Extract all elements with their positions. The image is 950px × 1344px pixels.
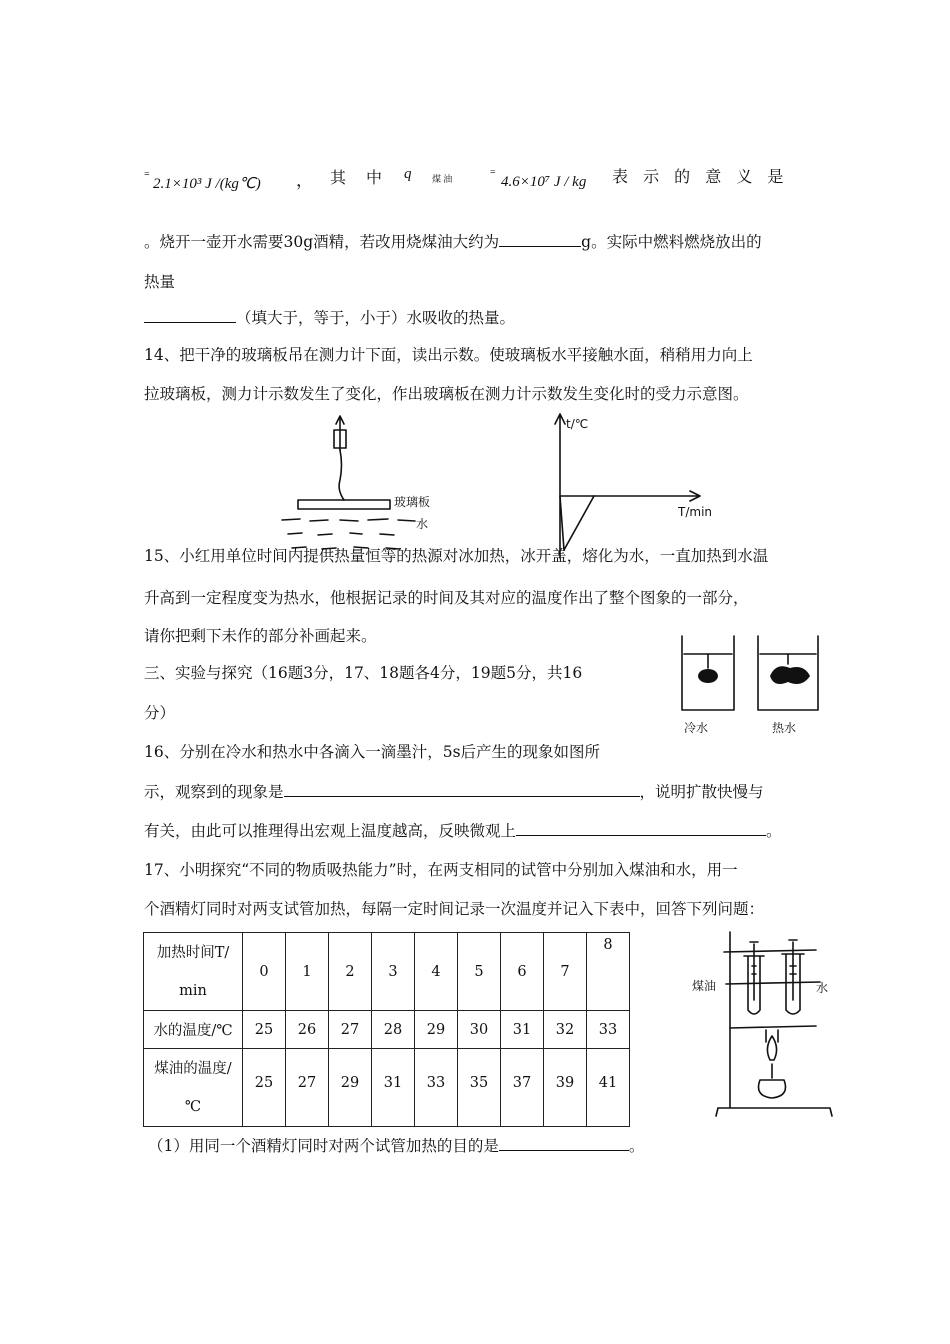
table-cell: 29 — [329, 1049, 372, 1127]
table-cell: 26 — [286, 1011, 329, 1049]
hot-water-label: 热水 — [772, 721, 797, 735]
heating-data-table — [143, 932, 630, 1127]
row-header-water: 水的温度/℃ — [144, 1011, 243, 1049]
table-cell: 41 — [587, 1049, 630, 1127]
q15-line3: 请你把剩下未作的部分补画起来。 — [144, 627, 377, 645]
q14-line1: 14、把干净的玻璃板吊在测力计下面，读出示数。使玻璃板水平接触水面，稍稍用力向上 — [144, 346, 753, 364]
answer-blank-phenomenon[interactable] — [284, 780, 640, 797]
table-cell: 3 — [372, 933, 415, 1011]
table-row — [144, 933, 630, 1011]
kerosene-subscript: 煤 油 — [432, 174, 453, 184]
q14-line2: 拉玻璃板，测力计示数发生了变化，作出玻璃板在测力计示数发生变化时的受力示意图。 — [144, 385, 749, 403]
glass-plate-icon — [298, 500, 390, 509]
table-row — [144, 1011, 630, 1049]
table-cell: 1 — [286, 933, 329, 1011]
q15-line2: 升高到一定程度变为热水，他根据记录的时间及其对应的温度作出了整个图象的一部分， — [144, 589, 749, 607]
section3-line2: 分） — [144, 704, 176, 722]
meaning-label: 表 示 的 意 义 是 — [612, 167, 784, 186]
q13-line4: （填大于，等于，小于）水吸收的热量。 — [144, 306, 515, 329]
word-zhong: 中 — [366, 168, 383, 187]
equals-sign: = — [144, 169, 150, 180]
alcohol-lamp-icon — [759, 1064, 786, 1098]
temperature-time-graph — [530, 410, 730, 560]
table-cell: 39 — [544, 1049, 587, 1127]
word-qi: 其 — [330, 168, 347, 187]
x-axis — [560, 491, 700, 501]
comma: ， — [296, 171, 313, 190]
q16-line3: 有关，由此可以推理得出宏观上温度越高，反映微观上 。 — [144, 819, 782, 842]
specific-heat-value: 2.1×10³ J /(kg℃) — [153, 176, 261, 192]
glass-plate-figure — [270, 410, 450, 560]
row-header-kerosene: 煤油的温度/ ℃ — [144, 1049, 243, 1127]
answer-blank-grams[interactable] — [499, 230, 581, 247]
table-cell: 7 — [544, 933, 587, 1011]
table-cell: 31 — [372, 1049, 415, 1127]
answer-blank-micro[interactable] — [516, 819, 766, 836]
ink-diffusion-beakers-figure — [672, 628, 832, 743]
heating-apparatus-figure — [690, 930, 850, 1120]
table-cell: 27 — [286, 1049, 329, 1127]
iron-stand-icon — [716, 932, 832, 1116]
table-cell: 33 — [415, 1049, 458, 1127]
y-axis-label: t/℃ — [566, 417, 589, 431]
cold-water-label: 冷水 — [684, 721, 709, 735]
table-cell: 25 — [243, 1049, 286, 1127]
equals-sign-2: = — [490, 167, 496, 178]
q17-line1: 17、小明探究“不同的物质吸热能力”时，在两支相同的试管中分别加入煤油和水，用一 — [144, 861, 738, 879]
table-cell: 2 — [329, 933, 372, 1011]
table-cell: 6 — [501, 933, 544, 1011]
q17-sub1: （1）用同一个酒精灯同时对两个试管加热的目的是 。 — [148, 1134, 644, 1157]
table-cell: 30 — [458, 1011, 501, 1049]
table-cell: 32 — [544, 1011, 587, 1049]
table-cell: 25 — [243, 1011, 286, 1049]
q16-line2: 示，观察到的现象是 ，说明扩散快慢与 — [144, 780, 764, 803]
q17-line2: 个酒精灯同时对两支试管加热，每隔一定时间记录一次温度并记入下表中，回答下列问题： — [144, 900, 765, 918]
q15-line1: 15、小红用单位时间内提供热量恒等的热源对冰加热，冰开盖，熔化为水，一直加热到水温 — [144, 547, 769, 565]
section3-line1: 三、实验与探究（16题3分，17、18题各4分，19题5分，共16 — [144, 664, 583, 682]
q13-line3: 热量 — [144, 273, 176, 291]
ink-drop-hot-icon — [770, 666, 810, 684]
table-cell: 5 — [458, 933, 501, 1011]
table-cell: 35 — [458, 1049, 501, 1127]
table-cell: 37 — [501, 1049, 544, 1127]
force-arrow-icon — [336, 416, 344, 450]
table-cell: 33 — [587, 1011, 630, 1049]
water-label: 水 — [816, 981, 829, 995]
answer-blank-purpose[interactable] — [499, 1134, 629, 1151]
flame-icon — [767, 1036, 776, 1060]
plotted-curve — [560, 496, 594, 550]
table-cell: 31 — [501, 1011, 544, 1049]
x-axis-label: T/min — [678, 505, 713, 519]
table-cell: 28 — [372, 1011, 415, 1049]
q-symbol: q — [404, 166, 412, 182]
water-label: 水 — [416, 517, 429, 531]
table-cell: 0 — [243, 933, 286, 1011]
glass-plate-label: 玻璃板 — [394, 495, 431, 509]
kerosene-label: 煤油 — [692, 979, 717, 993]
answer-blank-compare[interactable] — [144, 306, 236, 323]
q13-line2: 。烧开一壶开水需要30g酒精，若改用烧煤油大约为 g。实际中燃料燃烧放出的 — [144, 230, 762, 253]
ink-drop-cold-icon — [698, 669, 718, 683]
heat-value-kerosene: 4.6×10⁷ J / kg — [501, 174, 587, 190]
table-row — [144, 1049, 630, 1127]
q16-line1: 16、分别在冷水和热水中各滴入一滴墨汁，5s后产生的现象如图所 — [144, 743, 601, 761]
row-header-time: 加热时间T/ min — [144, 933, 243, 1011]
table-cell: 27 — [329, 1011, 372, 1049]
table-cell: 4 — [415, 933, 458, 1011]
table-cell: 8 — [587, 933, 630, 1011]
table-cell: 29 — [415, 1011, 458, 1049]
